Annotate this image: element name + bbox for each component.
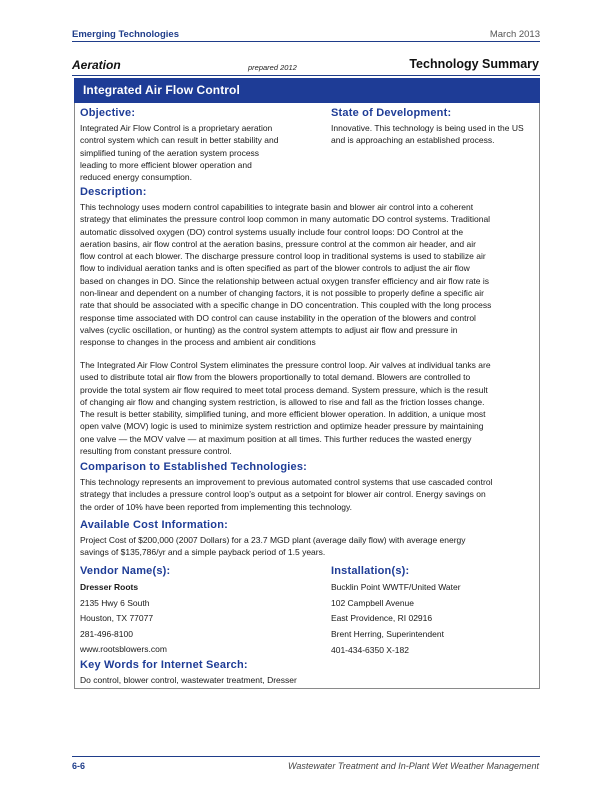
description-line: flow to individual aeration tanks and is often specified as part of the blower controls to adjust the air flow	[80, 263, 470, 274]
installation-site: Bucklin Point WWTF/United Water	[331, 582, 461, 592]
objective-line: control system which can result in better stability and	[80, 135, 279, 146]
cost-text	[80, 534, 466, 559]
description-line: aeration basins, air flow control at the aeration basins, pressure control at the common air header, and air	[80, 238, 476, 249]
header-rule	[72, 41, 540, 42]
vendor-name: Dresser Roots	[80, 582, 139, 592]
installation-contact: Brent Herring, Superintendent	[331, 629, 444, 639]
series-title: Emerging Technologies	[72, 29, 179, 40]
description-line: response to changes in the process and ambient air conditions	[80, 337, 316, 348]
description-line: valves (cyclic oscillation, or hunting) as the control system attempts to adjust air flow and pressure in	[80, 324, 458, 335]
objective-line: Integrated Air Flow Control is a proprietary aeration	[80, 123, 273, 133]
subheader-rule	[72, 75, 540, 76]
description-line: rate that should be associated with a specific change in DO concentration. This coupled with the long process	[80, 300, 492, 311]
description-line: The result is better stability, simplified tuning, and more efficient blower operation. In addition, a unique most	[80, 409, 486, 420]
description-line: resulting from constant pressure control.	[80, 446, 232, 457]
vendor-details	[80, 580, 167, 658]
cost-line: Project Cost of $200,000 (2007 Dollars) for a 23.7 MGD plant (average daily flow) with average energy	[80, 535, 466, 545]
page-number: 6-6	[72, 761, 86, 771]
cost-heading: Available Cost Information:	[80, 519, 229, 531]
cost-line: savings of $135,786/yr and a simple payback period of 1.5 years.	[80, 547, 326, 558]
installation-contact-block	[331, 627, 444, 658]
keywords-heading: Key Words for Internet Search:	[80, 659, 248, 671]
installation-details	[331, 580, 461, 627]
footer-rule	[72, 756, 540, 757]
description-line: response time associated with DO control can cause instability in the operation of the blowers and control	[80, 312, 476, 323]
description-heading: Description:	[80, 186, 147, 198]
description-line: flow control at each blower. The discharge pressure control loop in traditional systems is used to stabilize air	[80, 251, 486, 262]
publication-date: March 2013	[489, 29, 540, 40]
description-line: based on changes in DO. Since the relationship between actual oxygen transfer efficiency and air flow rate is	[80, 275, 490, 286]
installation-heading: Installation(s):	[331, 565, 410, 577]
vendor-heading: Vendor Name(s):	[80, 565, 171, 577]
comparison-heading: Comparison to Established Technologies:	[80, 461, 308, 473]
description-line: one valve — the MOV valve — at maximum position at all times. This further reduces the wasted energy	[80, 433, 472, 444]
vendor-phone: 281-496-8100	[80, 628, 133, 639]
description-paragraph-2	[80, 359, 491, 457]
description-line: of changing air flow and changing system restriction, is allowed to rise and fall as the friction losses change.	[80, 396, 485, 407]
comparison-line: This technology represents an improvement to previous automated control systems that use cascaded control	[80, 477, 493, 487]
vendor-street: 2135 Hwy 6 South	[80, 597, 150, 608]
description-line: used to distribute total air flow from the blowers proportionally to total demand. Blowers are controlled to	[80, 372, 471, 383]
development-line: Innovative. This technology is being used in the US	[331, 123, 524, 133]
comparison-line: strategy that includes a pressure control loop’s output as a setpoint for blower air control. Energy savings on	[80, 489, 486, 500]
development-line: and is approaching an established process.	[331, 135, 495, 146]
installation-city: East Providence, RI 02916	[331, 613, 433, 623]
installation-phone: 401-434-6350 X-182	[331, 644, 409, 655]
comparison-line: the order of 10% have been reported from implementing this technology.	[80, 501, 352, 512]
description-line: automatic dissolved oxygen (DO) control systems usually include four control loops: DO Control at the	[80, 226, 464, 237]
development-heading: State of Development:	[331, 107, 452, 119]
keywords-text	[80, 674, 297, 686]
objective-text	[80, 122, 278, 183]
description-line: open valve (MOV) logic is used to minimize system restriction and optimize header pressure by maintaining	[80, 421, 484, 432]
objective-line: reduced energy consumption.	[80, 172, 192, 183]
footer-title: Wastewater Treatment and In-Plant Wet Weather Management	[288, 761, 539, 771]
description-line: This technology uses modern control capabilities to integrate basin and blower air control into a coherent	[80, 202, 474, 212]
description-line: provide the total system air flow required to meet total process demand. System pressure, which is the result	[80, 384, 488, 395]
prepared-note: prepared 2012	[248, 63, 297, 72]
development-text	[331, 122, 524, 147]
objective-heading: Objective:	[80, 107, 136, 119]
vendor-city: Houston, TX 77077	[80, 613, 154, 623]
comparison-text	[80, 476, 492, 513]
description-line: non-linear and dependent on a number of changing factors, it is not possible to properly define a specific air	[80, 288, 484, 299]
objective-line: simplified tuning of the aeration system process	[80, 147, 260, 158]
installation-street: 102 Campbell Avenue	[331, 597, 415, 608]
summary-title: Technology Summary	[409, 57, 539, 71]
topic-title: Aeration	[72, 58, 121, 72]
description-line: strategy that eliminates the pressure control loop common in many automatic DO control systems. Traditional	[80, 214, 491, 225]
vendor-website[interactable]: www.rootsblowers.com	[80, 644, 167, 654]
objective-line: leading to more efficient blower operation and	[80, 159, 252, 170]
technology-title: Integrated Air Flow Control	[83, 83, 240, 97]
description-paragraph-1	[80, 201, 491, 349]
description-line: The Integrated Air Flow Control System eliminates the pressure control loop. Air valves at individual tanks are	[80, 360, 491, 370]
keywords-line: Do control, blower control, wastewater treatment, Dresser	[80, 675, 297, 685]
